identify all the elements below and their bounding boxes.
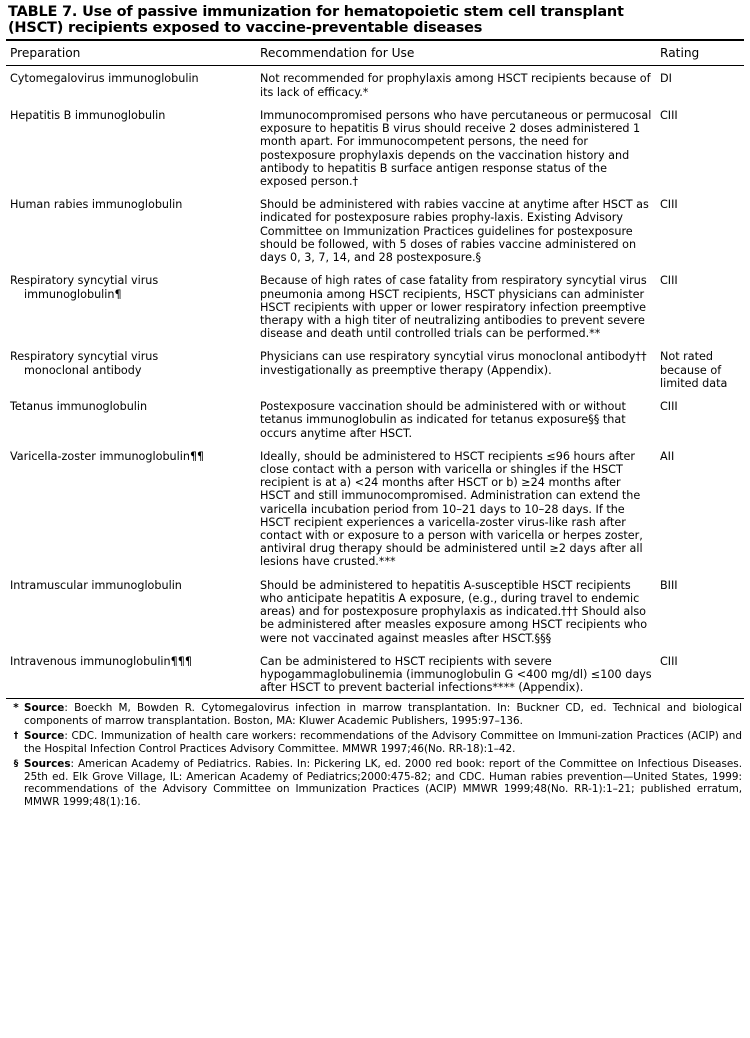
cell-rating: CIII bbox=[660, 108, 678, 122]
cell-preparation bbox=[6, 192, 256, 268]
table-title-line-2: (HSCT) recipients exposed to vaccine-preventable diseases bbox=[8, 20, 483, 37]
cell-rating: BIII bbox=[660, 578, 678, 592]
cell-preparation bbox=[6, 649, 256, 699]
footnote-body: : CDC. Immunization of health care workers: recommendations of the Advisory Committee on Immuni-zation Practices (ACIP) and the Hospital Infection Control Practices Advisory Committee. MMWR 1997;46(No. RR-18):1–42. bbox=[24, 730, 742, 755]
column-header-recommendation: Recommendation for Use bbox=[260, 46, 415, 61]
footnote-marker: † bbox=[13, 731, 19, 742]
cell-recommendation: Postexposure vaccination should be administered with or without tetanus immunoglobulin as indicated for tetanus exposure§§ that occurs anytime after HSCT. bbox=[260, 400, 626, 440]
preparation-text: Respiratory syncytial virus bbox=[10, 274, 159, 288]
cell-recommendation: Should be administered with rabies vaccine at anytime after HSCT as indicated for postexposure rabies prophy-laxis. Existing Advisory Committee on Immunization Practices guidelines for postexposure should be followed, with 5 doses of rabies vaccine administered on days 0, 3, 7, 14, and 28 postexposure.§ bbox=[260, 198, 649, 265]
footnote-item bbox=[8, 702, 742, 727]
cell-recommendation: Immunocompromised persons who have percutaneous or permucosal exposure to hepatitis B virus should receive 2 doses administered 1 month apart. For immunocompetent persons, the need for postexposure prophylaxis depends on the vaccination history and antibody to hepatitis B surface antigen response status of the exposed person.† bbox=[260, 108, 652, 188]
table-row bbox=[6, 649, 744, 699]
preparation-text: Hepatitis B immunoglobulin bbox=[10, 108, 166, 122]
footnote-marker: * bbox=[13, 702, 19, 715]
cell-preparation bbox=[6, 103, 256, 192]
table-row bbox=[6, 66, 744, 102]
column-header-preparation: Preparation bbox=[10, 46, 81, 61]
table-row bbox=[6, 573, 744, 649]
footnote-text bbox=[24, 758, 742, 808]
table-row bbox=[6, 192, 744, 268]
cell-rating: CIII bbox=[660, 400, 678, 414]
cell-recommendation: Not recommended for prophylaxis among HSCT recipients because of its lack of efficacy.* bbox=[260, 72, 651, 99]
cell-rating: CIII bbox=[660, 198, 678, 212]
table-row bbox=[6, 344, 744, 394]
footnote-label: Sources bbox=[24, 758, 71, 771]
cell-preparation bbox=[6, 268, 256, 344]
table-title bbox=[6, 0, 744, 38]
table-row bbox=[6, 394, 744, 444]
table-title-line-1: TABLE 7. Use of passive immunization for hematopoietic stem cell transplant bbox=[8, 4, 624, 20]
cell-rating: Not rated because of limited data bbox=[660, 350, 728, 390]
cell-recommendation: Because of high rates of case fatality from respiratory syncytial virus pneumonia among HSCT recipients, HSCT physicians can administer HSCT recipients with upper or lower respiratory infection preemptive therapy with a high titer of neutralizing antibodies to prevent severe disease and death until controlled trials can be performed.** bbox=[260, 274, 647, 341]
cell-preparation bbox=[6, 66, 256, 102]
footnote-text bbox=[24, 702, 742, 727]
preparation-text: Respiratory syncytial virus bbox=[10, 350, 159, 364]
cell-preparation bbox=[6, 394, 256, 444]
table-row bbox=[6, 268, 744, 344]
preparation-text-cont: immunoglobulin¶ bbox=[24, 287, 122, 301]
passive-immunization-table bbox=[6, 41, 744, 65]
cell-recommendation: Can be administered to HSCT recipients with severe hypogammaglobulinemia (immunoglobulin G <400 mg/dl) ≤100 days after HSCT to prevent bacterial infections**** (Appendix). bbox=[260, 654, 652, 695]
cell-recommendation: Should be administered to hepatitis A-susceptible HSCT recipients who anticipate hepatitis A exposure, (e.g., during travel to endemic areas) and for postexposure prophylaxis as indicated.††† Should also be administered after measles exposure among HSCT recipients who were not vaccinated against measles after HSCT.§§§ bbox=[260, 578, 648, 645]
cell-rating: DI bbox=[660, 72, 672, 86]
cell-recommendation: Physicians can use respiratory syncytial virus monoclonal antibody†† investigationally as preemptive therapy (Appendix). bbox=[260, 350, 647, 377]
footnote-body: : Boeckh M, Bowden R. Cytomegalovirus infection in marrow transplantation. In: Buckner CD, ed. Technical and biological components of marrow transplantation. Boston, MA: Kluwer Academic Publishers, 1995:97–136. bbox=[24, 702, 742, 727]
table-row bbox=[6, 444, 744, 573]
footnotes bbox=[6, 699, 744, 808]
cell-rating: CIII bbox=[660, 274, 678, 288]
table-header-row bbox=[6, 41, 744, 65]
footnote-item bbox=[8, 730, 742, 755]
footnote-label: Source bbox=[24, 702, 65, 715]
cell-preparation bbox=[6, 444, 256, 573]
preparation-text: Intramuscular immunoglobulin bbox=[10, 578, 182, 592]
preparation-text: Tetanus immunoglobulin bbox=[10, 400, 148, 414]
footnote-text bbox=[24, 730, 742, 755]
column-header-rating: Rating bbox=[660, 46, 700, 61]
preparation-text: Cytomegalovirus immunoglobulin bbox=[10, 72, 199, 86]
cell-preparation bbox=[6, 573, 256, 649]
preparation-text-cont: monoclonal antibody bbox=[24, 363, 142, 377]
table-row bbox=[6, 103, 744, 192]
footnote-body: : American Academy of Pediatrics. Rabies. In: Pickering LK, ed. 2000 red book: report of the Committee on Infectious Diseases. 25th ed. Elk Grove Village, IL: American Academy of Pediatrics;2000:475-82; and CDC. Human rabies prevention—United States, 1999: recommendations of the Advisory Committee on Immunization Practices (ACIP) MMWR 1999;48(No. RR-1):1–21; published erratum, MMWR 1999;48(1):16. bbox=[24, 758, 742, 808]
footnote-item bbox=[8, 758, 742, 808]
passive-immunization-table-body bbox=[6, 66, 744, 698]
preparation-text: Human rabies immunoglobulin bbox=[10, 198, 183, 212]
footnote-label: Source bbox=[24, 730, 65, 743]
table-header bbox=[6, 41, 744, 65]
cell-rating: CIII bbox=[660, 654, 678, 668]
cell-rating: AII bbox=[660, 449, 675, 463]
footnote-marker: § bbox=[13, 759, 19, 770]
cell-preparation bbox=[6, 344, 256, 394]
preparation-text: Varicella-zoster immunoglobulin¶¶ bbox=[10, 449, 205, 463]
preparation-text: Intravenous immunoglobulin¶¶¶ bbox=[10, 654, 192, 668]
cell-recommendation: Ideally, should be administered to HSCT recipients ≤96 hours after close contact with a person with varicella or shingles if the HSCT recipient is at a) <24 months after HSCT or b) ≥24 months after HSCT and still immunocompromised. Administration can extend the varicella incubation period from 10–21 days to 10–28 days. If the HSCT recipient experiences a varicella-zoster virus-like rash after contact with or exposure to a person with varicella or herpes zoster, antiviral drug therapy should be administered until ≥2 days after all lesions have crusted.*** bbox=[260, 449, 643, 569]
